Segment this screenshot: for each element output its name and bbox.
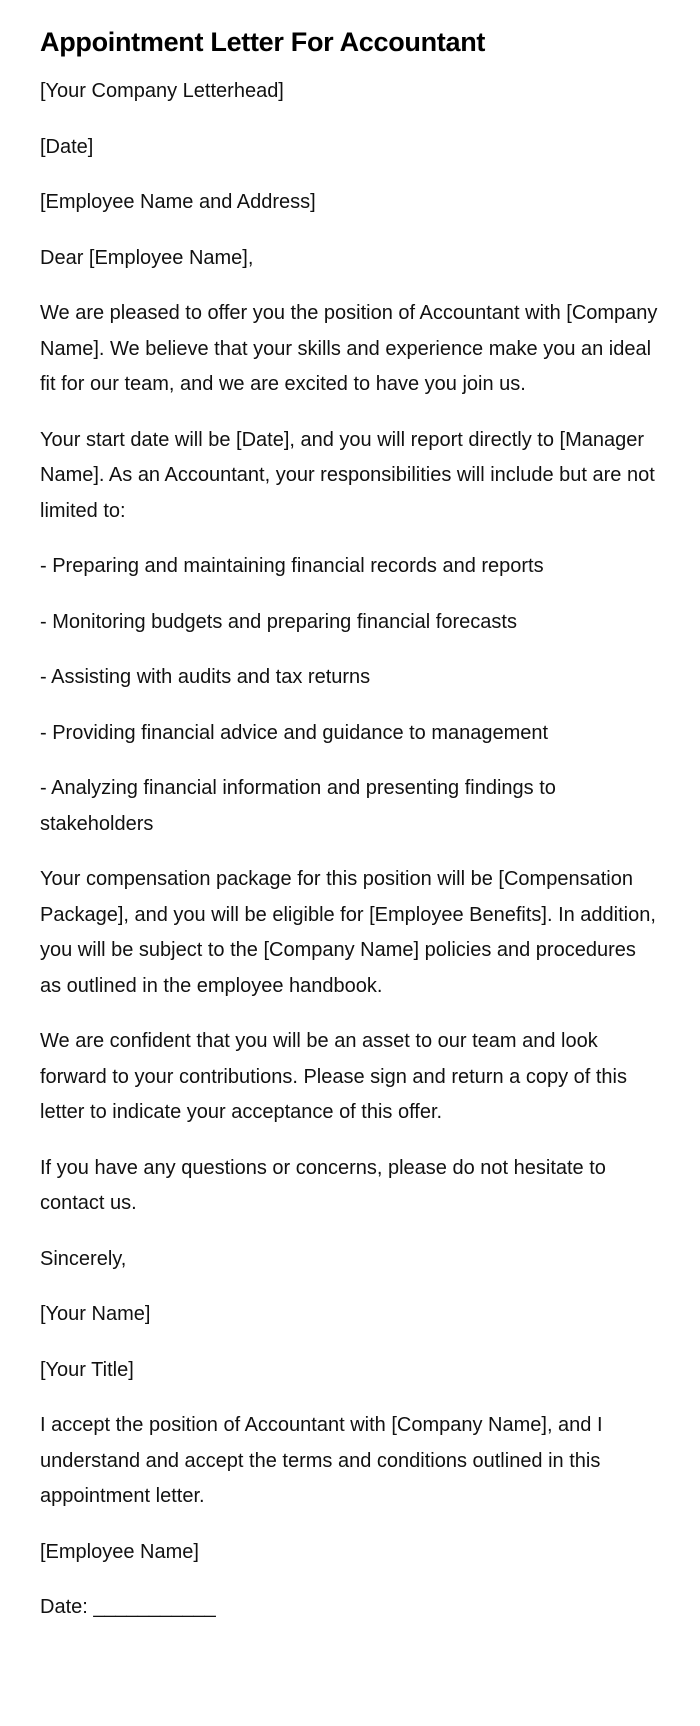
responsibility-item: - Analyzing financial information and presenting findings to stakeholders: [40, 777, 556, 835]
start-info-paragraph: Your start date will be [Date], and you will report directly to [Manager Name]. As an Accountant, your responsibilities will include but are not limited to:: [40, 428, 655, 522]
responsibility-item: - Providing financial advice and guidance to management: [40, 721, 549, 744]
responsibility-item: - Monitoring budgets and preparing financial forecasts: [40, 610, 517, 633]
responsibility-item: - Assisting with audits and tax returns: [40, 666, 371, 688]
acceptance-paragraph: I accept the position of Accountant with [Company Name], and I understand and accept the terms and conditions outlined in this appointment letter.: [40, 1414, 603, 1507]
employee-name-signature: [Employee Name]: [40, 1540, 199, 1563]
salutation: Dear [Employee Name],: [40, 246, 254, 269]
recipient-placeholder: [Employee Name and Address]: [40, 191, 316, 213]
date-signature-line: Date: ___________: [40, 1596, 216, 1618]
letterhead-placeholder: [Your Company Letterhead]: [40, 80, 284, 102]
intro-paragraph: We are pleased to offer you the position of Accountant with [Company Name]. We believe that your skills and experience make you an ideal fit for our team, and we are excited to have you join us.: [40, 302, 658, 395]
sender-title: [Your Title]: [40, 1358, 134, 1381]
questions-paragraph: If you have any questions or concerns, please do not hesitate to contact us.: [40, 1156, 606, 1214]
responsibility-item: - Preparing and maintaining financial records and reports: [40, 555, 544, 577]
date-placeholder: [Date]: [40, 135, 94, 158]
sender-name: [Your Name]: [40, 1303, 151, 1325]
compensation-paragraph: Your compensation package for this position will be [Compensation Package], and you will be eligible for [Employee Benefits]. In addition, you will be subject to the [Company Name] policies and procedures as outlined in the employee handbook.: [40, 868, 656, 997]
confidence-paragraph: We are confident that you will be an asset to our team and look forward to your contributions. Please sign and return a copy of this letter to indicate your acceptance of this offer.: [40, 1030, 627, 1123]
closing: Sincerely,: [40, 1247, 127, 1270]
document-title: Appointment Letter For Accountant: [40, 27, 486, 57]
